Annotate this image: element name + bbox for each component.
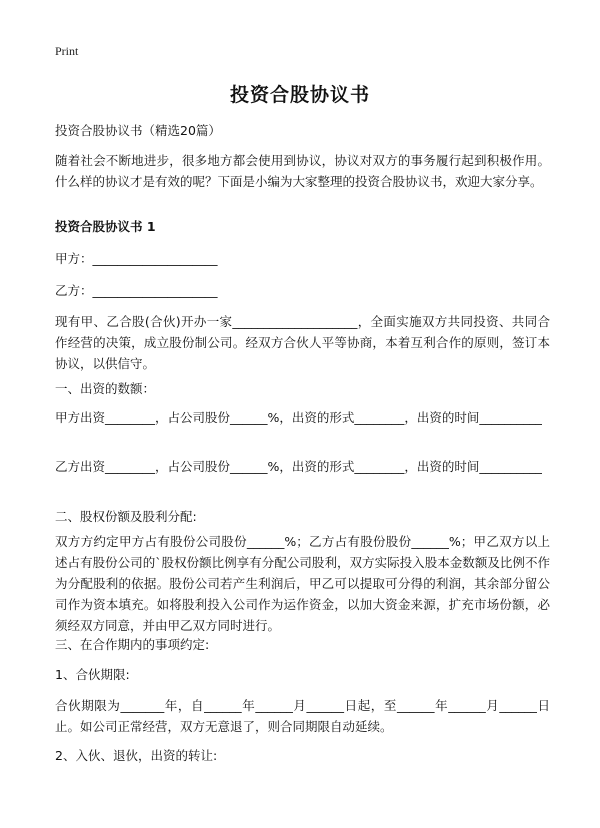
intro-paragraph: 随着社会不断地进步，很多地方都会使用到协议，协议对双方的事务履行起到积极作用。什么样的协议才是有效的呢？下面是小编为大家整理的投资合股协议书，欢迎大家分享。 xyxy=(55,153,550,189)
clause3-1-heading: 1、合伙期限: xyxy=(55,667,130,682)
clause3-2-heading: 2、入伙、退伙，出资的转让: xyxy=(55,748,218,763)
clause2-heading: 二、股权份额及股利分配: xyxy=(55,509,197,524)
section-heading: 投资合股协议书 1 xyxy=(55,219,156,234)
preamble-paragraph: 现有甲、乙合股(合伙)开办一家____________________，全面实施双方共同投资、共同合作经营的决策，成立股份制公司。经双方合伙人平等协商，本着互利合作的原则，签订本协议，以供信守。 xyxy=(55,314,550,371)
party-a-line: 甲方：____________________ xyxy=(55,251,218,266)
document-title: 投资合股协议书 xyxy=(229,84,370,106)
clause1-heading: 一、出资的数额： xyxy=(55,381,156,396)
clause3-heading: 三、在合作期内的事项约定: xyxy=(55,637,210,652)
clause1-party-b: 乙方出资________，占公司股份______%，出资的形式________，出资的时间__________ xyxy=(55,459,542,474)
clause2-body: 双方方约定甲方占有股份公司股份______%；乙方占有股份股份______%；甲乙双方以上述占有股份公司的`股权份额比例享有分配公司股利，双方实际投入股本金数额及比例不作为分配股利的依据。股份公司若产生利润后，甲乙可以提取可分得的利润，其余部分留公司作为资本填充。如将股利投入公司作为运作资金，以加大资金来源，扩充市场份额，必须经双方同意，并由甲乙双方同时进行。 xyxy=(55,534,550,633)
clause3-1-body: 合伙期限为_______年，自______年______月______日起，至______年______月______日止。如公司正常经营，双方无意退了，则合同期限自动延续。 xyxy=(55,698,550,734)
clause1-party-a: 甲方出资________，占公司股份______%，出资的形式________，出资的时间__________ xyxy=(55,410,542,425)
document-subtitle: 投资合股协议书（精选20篇） xyxy=(55,123,221,138)
party-b-line: 乙方：____________________ xyxy=(55,283,218,298)
print-link[interactable]: Print xyxy=(55,44,79,58)
